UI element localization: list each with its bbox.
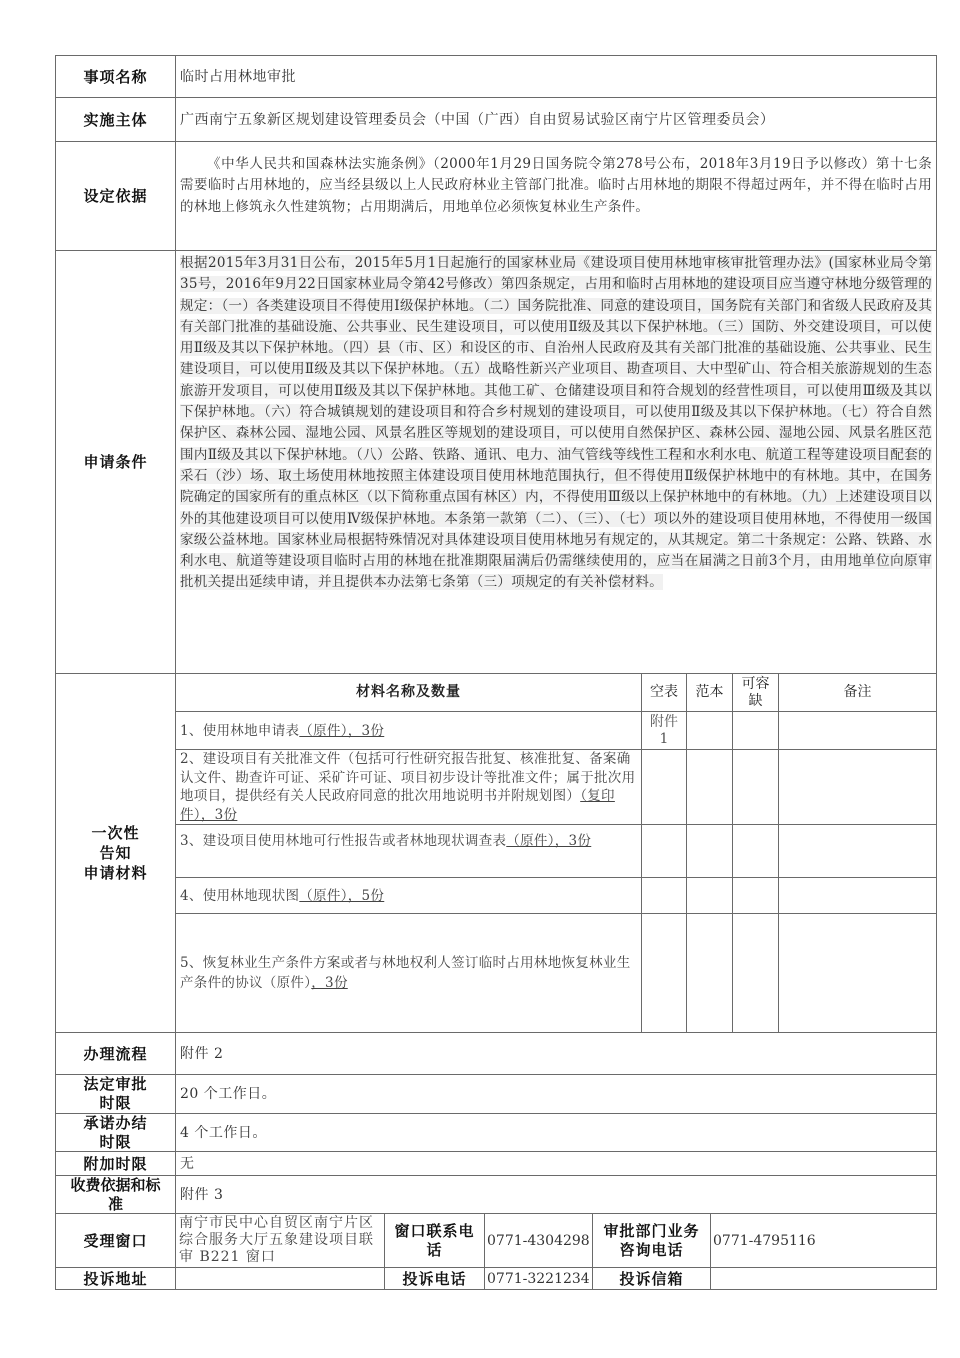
conditions-text: 根据2015年3月31日公布，2015年5月1日起施行的国家林业局《建设项目使用林地审核审批管理办法》(国家林业局令第35号，2016年9月22日国家林业局令第42号修改）第四条规定，占用和临时占用林地的建设项目应当遵守林地分级管理的规定：（一）各类建设项目不得使用Ⅰ级保护林地。（二）国务院批准、同意的建设项目，国务院有关部门和省级人民政府及其有关部门批准的基础设施、公共事业、民生建设项目，可以使用Ⅱ级及其以下保护林地。（三）国防、外交建设项目，可以使用Ⅱ级及其以下保护林地。（四）县（市、区）和设区的市、自治州人民政府及其有关部门批准的基础设施、公共事业、民生建设项目，可以使用Ⅱ级及其以下保护林地。（五）战略性新兴产业项目、勘查项目、大中型矿山、符合相关旅游规划的生态旅游开发项目，可以使用Ⅱ级及其以下保护林地。其他工矿、仓储建设项目和符合规划的经营性项目，可以使用Ⅲ级及其以下保护林地。（六）符合城镇规划的建设项目和符合乡村规划的建设项目，可以使用Ⅱ级及其以下保护林地。（七）符合自然保护区、森林公园、湿地公园、风景名胜区等规划的建设项目，可以使用自然保护区、森林公园、湿地公园、风景名胜区范围内Ⅱ级及其以下保护林地。（八）公路、铁路、通讯、电力、油气管线等线性工程和水利水电、航道工程等建设项目配套的采石（沙）场、取土场使用林地按照主体建设项目使用林地范围执行，但不得使用Ⅱ级保护林地中的有林地。其中，在国务院确定的国家所有的重点林区（以下简称重点国有林区）内，不得使用Ⅲ级以上保护林地中的有林地。（九）上述建设项目以外的其他建设项目可以使用Ⅳ级保护林地。本条第一款第（二）、（三）、（七）项以外的建设项目使用林地，不得使用一级国家级公益林地。国家林业局根据特殊情况对具体建设项目使用林地另有规定的，从其规定。第二十条规定：公路、铁路、水利水电、航道等建设项目临时占用的林地在批准期限届满后仍需继续使用的，应当在届满之日前3个月，由用地单位向原审批机关提出延续申请，并且提供本办法第七条第（三）项规定的有关补偿材料。 [180,255,932,591]
material-row-4-blank-form [641,877,687,914]
complaint-phone-value: 0771-3221234 [484,1267,593,1290]
material-row-1-remark [778,711,937,750]
promised-time-limit-label [55,1113,176,1152]
material-row-3-blank-form [641,824,687,878]
materials-label-line-1: 一次性 [91,824,140,842]
materials-label [55,673,176,1033]
material-row-4-text: 4、使用林地现状图 [180,887,300,904]
legal-time-limit-label-line-2: 时限 [99,1094,132,1112]
legal-basis-label: 设定依据 [55,141,176,251]
extra-time-limit-value: 无 [175,1151,937,1176]
consult-phone-label [592,1213,711,1268]
fee-basis-value: 附件 3 [175,1175,937,1214]
material-row-2-blank-form [641,749,687,825]
material-row-5-qty: ，3份 [311,975,348,991]
materials-header-remark: 备注 [778,673,937,712]
legal-time-limit-value: 20 个工作日。 [175,1074,937,1114]
material-row-5-optional [732,913,779,1033]
material-row-2-optional [732,749,779,825]
consult-phone-label-line-1: 审批部门业务 [603,1221,700,1240]
material-row-2-name [175,749,642,825]
material-row-2-remark [778,749,937,825]
complaint-phone-label: 投诉电话 [384,1267,485,1290]
material-row-3-sample [686,824,733,878]
window-value: 南宁市民中心自贸区南宁片区综合服务大厅五象建设项目联审 B221 窗口 [175,1213,385,1268]
material-row-4-name [175,877,642,914]
material-row-3-qty: （原件），3份 [506,833,592,849]
material-row-5-sample [686,913,733,1033]
material-row-4-sample [686,877,733,914]
promised-time-limit-value: 4 个工作日。 [175,1113,937,1152]
fee-basis-label-line-1: 收费依据和标 [70,1175,161,1194]
materials-label-line-2: 告知 [99,844,132,862]
window-phone-label-line-1: 窗口联系电 [394,1221,475,1240]
process-value: 附件 2 [175,1032,937,1075]
material-row-5-name [175,913,642,1033]
material-row-2-qty: （复印件），3份 [180,788,615,823]
window-phone-label [384,1213,485,1268]
fee-basis-label-line-2: 准 [107,1194,123,1213]
extra-time-limit-label: 附加时限 [55,1151,176,1176]
complaint-mailbox-value [710,1267,937,1290]
material-row-5-text: 5、恢复林业生产条件方案或者与林地权利人签订临时占用林地恢复林业生产条件的协议（原件） [180,955,631,991]
complaint-mailbox-label: 投诉信箱 [592,1267,711,1290]
materials-label-line-3: 申请材料 [83,864,148,882]
material-row-3-name [175,824,642,878]
material-row-1-name [175,711,642,750]
item-name-label: 事项名称 [55,55,176,98]
item-name-value: 临时占用林地审批 [175,55,937,98]
window-label: 受理窗口 [55,1213,176,1268]
material-row-4-qty: （原件），5份 [299,887,385,904]
conditions-label: 申请条件 [55,250,176,674]
window-phone-value: 0771-4304298 [484,1213,593,1268]
material-row-4-optional [732,877,779,914]
materials-header-sample: 范本 [686,673,733,712]
legal-basis-value: 《中华人民共和国森林法实施条例》（2000年1月29日国务院令第278号公布，2018年3月19日予以修改）第十七条 需要临时占用林地的，应当经县级以上人民政府林业主管部门批准。临时占用林地的期限不得超过两年，并不得在临时占用的林地上修筑永久性建筑物；占用期满后，用地单位必须恢复林业生产条件。 [175,141,937,251]
material-row-5-blank-form [641,913,687,1033]
conditions-value [175,250,937,674]
material-row-4-remark [778,877,937,914]
legal-time-limit-label-line-1: 法定审批 [83,1075,148,1093]
material-row-2-text: 2、建设项目有关批准文件（包括可行性研究报告批复、核准批复、备案确认文件、勘查许可证、采矿许可证、项目初步设计等批准文件；属于批次用地项目，提供经有关人民政府同意的批次用地说明书并附规划图） [180,751,636,804]
promised-time-limit-label-line-1: 承诺办结 [83,1113,148,1132]
material-row-3-optional [732,824,779,878]
implementer-value: 广西南宁五象新区规划建设管理委员会（中国（广西）自由贸易试验区南宁片区管理委员会） [175,97,937,142]
material-row-1-sample [686,711,733,750]
material-row-2-sample [686,749,733,825]
materials-header-blank-form: 空表 [641,673,687,712]
implementer-label: 实施主体 [55,97,176,142]
window-phone-label-line-2: 话 [426,1240,443,1259]
material-row-1-blank-form: 附件1 [641,711,687,750]
consult-phone-label-line-2: 咨询电话 [619,1240,684,1259]
complaint-address-value [175,1267,385,1290]
materials-header-name: 材料名称及数量 [175,673,642,712]
material-row-1-qty: （原件），3份 [299,722,385,739]
material-row-3-remark [778,824,937,878]
process-label: 办理流程 [55,1032,176,1075]
material-row-1-optional [732,711,779,750]
complaint-address-label: 投诉地址 [55,1267,176,1290]
material-row-1-text: 1、使用林地申请表 [180,722,300,739]
legal-time-limit-label [55,1074,176,1114]
promised-time-limit-label-line-2: 时限 [99,1132,132,1151]
fee-basis-label [55,1175,176,1214]
material-row-3-text: 3、建设项目使用林地可行性报告或者林地现状调查表 [180,833,507,849]
consult-phone-value: 0771-4795116 [710,1213,937,1268]
material-row-5-remark [778,913,937,1033]
materials-header-optional: 可容缺 [732,673,779,712]
